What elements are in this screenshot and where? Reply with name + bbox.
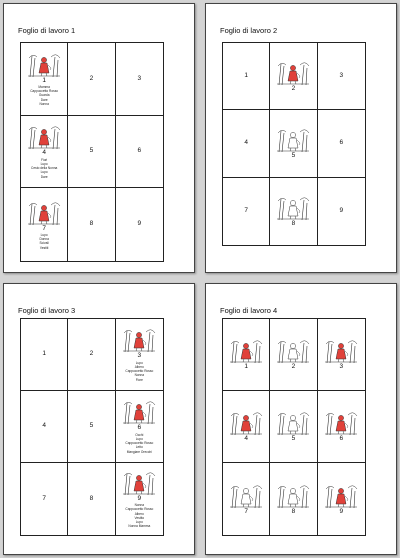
cell-word: Vestiti [39,245,49,250]
grid-cell[interactable] [68,116,115,189]
red-riding-hood-illustration [229,338,263,364]
cell-number: 4 [42,149,46,157]
worksheet-grid [20,318,164,536]
story-sketch-illustration [229,483,263,509]
grid-cell[interactable] [318,178,365,245]
cell-word: Albero [134,364,144,369]
story-sketch-illustration [276,338,310,364]
grid-cell[interactable] [223,391,270,463]
grid-cell[interactable] [223,463,270,535]
worksheet-grid [222,42,366,246]
cell-number: 4 [244,139,248,147]
cell-word: Letto [135,445,143,450]
cell-word-list [125,361,153,382]
red-riding-hood-illustration [324,410,358,436]
cell-word: Vestito [134,515,145,520]
worksheet-page-1[interactable] [3,3,195,273]
worksheet-title: Foglio di lavoro 2 [220,26,278,35]
grid-cell[interactable] [270,43,317,110]
red-riding-hood-illustration [122,470,156,496]
cell-number: 7 [42,224,46,232]
cell-number: 2 [89,350,94,358]
grid-cell[interactable] [270,391,317,463]
cell-word: Cappuccetto Rosso [125,369,154,374]
red-riding-hood-illustration [122,327,156,353]
worksheet-page-3[interactable] [3,283,195,555]
cell-number: 9 [137,494,142,502]
red-riding-hood-illustration [27,200,61,226]
cell-word: Donna [39,237,49,242]
cell-word-list [30,85,58,106]
red-riding-hood-illustration [122,399,156,425]
cell-word: Nonna [39,101,49,106]
cell-word: Cappuccetto Rosso [125,507,154,512]
cell-number: 8 [89,494,94,502]
grid-cell[interactable] [223,43,270,110]
cell-number: 3 [339,71,344,79]
cell-word: Nonna [134,373,145,378]
worksheet-title: Foglio di lavoro 4 [220,306,278,315]
red-riding-hood-illustration [27,124,61,150]
cell-word: Fiore [135,377,143,382]
grid-cell[interactable] [21,188,68,261]
cell-number: 4 [42,422,46,430]
cell-word: Mangiare Orecchi [126,449,152,454]
grid-cell[interactable] [68,43,115,116]
red-riding-hood-illustration [229,410,263,436]
cell-number: 1 [42,350,46,358]
cell-number: 8 [89,220,94,228]
grid-cell[interactable] [21,463,68,535]
story-sketch-illustration [276,483,310,509]
cell-number: 1 [244,71,248,79]
cell-number: 6 [339,139,344,147]
cell-number: 6 [339,435,344,443]
cell-number: 8 [291,220,296,228]
cell-number: 8 [291,507,296,515]
grid-cell[interactable] [270,178,317,245]
cell-number: 2 [89,74,94,82]
grid-cell[interactable] [21,319,68,391]
cell-number: 5 [89,422,94,430]
cell-word-list [31,158,57,179]
cell-word: Cesto della Nonna [31,166,58,171]
cell-word: Albero [134,511,144,516]
cell-word: Fiori [41,157,48,162]
cell-word: Lupo [135,360,143,365]
grid-cell[interactable] [21,391,68,463]
grid-cell[interactable] [116,391,163,463]
grid-cell[interactable] [318,463,365,535]
cell-number: 9 [137,220,142,228]
cell-word: Lupo [135,436,143,441]
red-riding-hood-illustration [324,483,358,509]
grid-cell[interactable] [116,116,163,189]
grid-cell[interactable] [21,43,68,116]
cell-word: Lupo [40,233,48,237]
grid-cell[interactable] [116,463,163,535]
cell-word: Dare [40,174,48,179]
red-riding-hood-illustration [324,338,358,364]
grid-cell[interactable] [318,319,365,391]
cell-number: 4 [244,435,248,443]
cell-number: 1 [42,76,46,84]
grid-cell[interactable] [270,319,317,391]
cell-word: Lupo [135,519,143,524]
cell-word: Occhi [135,432,144,437]
story-sketch-illustration [276,410,310,436]
cell-number: 9 [339,207,344,215]
grid-cell[interactable] [223,110,270,177]
cell-number: 9 [339,507,344,515]
cell-number: 7 [244,507,248,515]
grid-cell[interactable] [270,463,317,535]
cell-number: 2 [291,84,296,92]
cell-number: 2 [291,363,296,371]
cell-number: 5 [89,147,94,155]
worksheet-page-2[interactable] [205,3,397,273]
grid-cell[interactable] [270,110,317,177]
cell-number: 3 [137,74,142,82]
grid-cell[interactable] [318,43,365,110]
worksheet-page-4[interactable] [205,283,397,555]
cell-number: 6 [137,147,142,155]
grid-cell[interactable] [68,463,115,535]
grid-cell[interactable] [68,391,115,463]
cell-word-list [125,503,153,528]
cell-number: 6 [137,424,142,432]
cell-word: Nonna Mamma [128,524,151,529]
grid-cell[interactable] [223,319,270,391]
grid-cell[interactable] [116,319,163,391]
cell-word: Cappuccetto Rosso [30,89,59,94]
cell-number: 7 [244,207,248,215]
worksheet-grid [222,318,366,536]
worksheet-title: Foglio di lavoro 3 [18,306,76,315]
cell-word: Dare [40,97,48,102]
red-riding-hood-illustration [27,52,61,78]
cell-word: Guarda [38,93,50,98]
grid-cell[interactable] [318,391,365,463]
cell-word: Lupo [40,161,48,166]
grid-cell[interactable] [68,188,115,261]
story-sketch-illustration [276,127,310,153]
worksheet-title: Foglio di lavoro 1 [18,26,76,35]
grid-cell[interactable] [68,319,115,391]
story-sketch-illustration [276,195,310,221]
grid-cell[interactable] [116,43,163,116]
grid-cell[interactable] [223,178,270,245]
grid-cell[interactable] [116,188,163,261]
cell-word: Nonna [134,503,145,508]
cell-word: Cappuccetto Rosso [125,441,154,446]
red-riding-hood-illustration [276,60,310,86]
cell-word-list [39,233,48,250]
cell-number: 3 [339,363,344,371]
cell-number: 7 [42,494,46,502]
grid-cell[interactable] [318,110,365,177]
cell-number: 5 [291,435,296,443]
cell-word: Scivali [39,241,49,246]
cell-number: 1 [244,363,248,371]
cell-word-list [125,433,153,454]
worksheet-grid [20,42,164,262]
grid-cell[interactable] [21,116,68,189]
cell-word: Lupo [40,170,48,175]
cell-number: 3 [137,352,142,360]
cell-word: Mamma [38,85,50,90]
cell-number: 5 [291,152,296,160]
